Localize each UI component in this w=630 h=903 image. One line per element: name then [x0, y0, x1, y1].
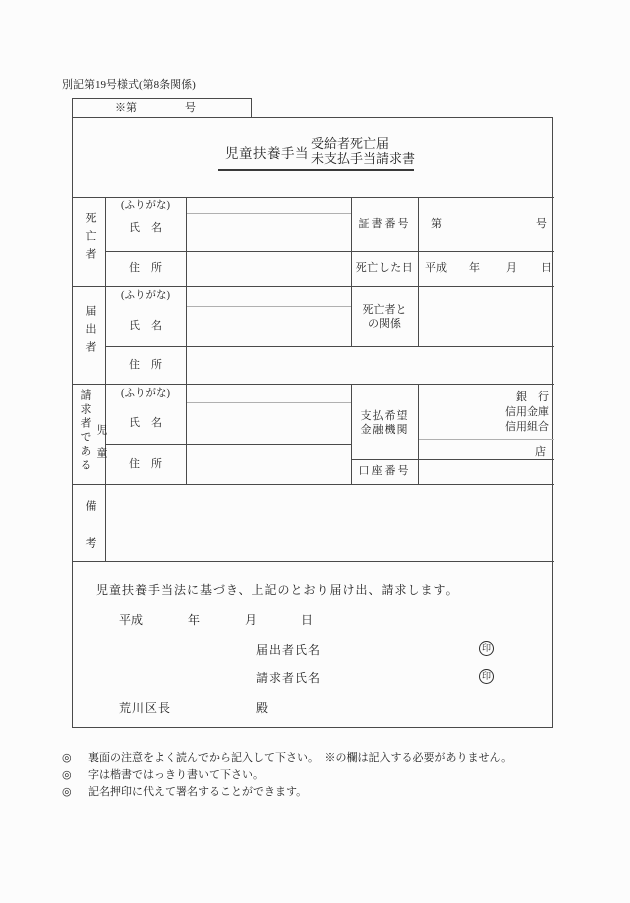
payment-bank-label-line1: 支払希望 — [360, 410, 409, 422]
certificate-number-prefix: 第 — [431, 218, 442, 230]
footnote-marker: ◎ — [62, 769, 72, 781]
deceased-furigana-field[interactable] — [187, 198, 350, 212]
child-address-field[interactable] — [187, 445, 350, 483]
seal-character: 印 — [481, 643, 491, 653]
declaration-statement: 児童扶養手当法に基づき、上記のとおり届け出、請求します。 — [96, 583, 459, 597]
bank-name-field[interactable] — [419, 385, 507, 438]
control-number-box — [72, 98, 252, 117]
notifier-signature-field[interactable] — [325, 639, 473, 657]
account-number-label: 口座番号 — [358, 465, 411, 477]
certificate-number-label: 証書番号 — [358, 218, 411, 230]
deceased-name-field[interactable] — [187, 214, 350, 250]
footnote-row — [62, 751, 592, 765]
deceased-address-label: 住 所 — [129, 262, 162, 274]
deceased-name-label: 氏 名 — [129, 222, 162, 234]
form-id-label: 別記第19号様式(第8条関係) — [62, 79, 196, 91]
notifier-address-field[interactable] — [187, 347, 553, 383]
death-date-month-label: 月 — [506, 262, 517, 274]
claimant-signature-field[interactable] — [325, 667, 473, 685]
child-address-label: 住 所 — [129, 458, 162, 470]
seal-mark-claimant — [479, 669, 494, 684]
grid-line — [73, 561, 554, 562]
footnote-text: 裏面の注意をよく読んでから記入して下さい。 ※の欄は記入する必要がありません。 — [88, 752, 513, 764]
title-underline — [218, 169, 414, 171]
bank-type-union: 信用組合 — [505, 421, 549, 433]
bank-type-shinkin: 信用金庫 — [505, 406, 549, 418]
remarks-section-label: 備考 — [84, 500, 96, 574]
control-number-suffix: 号 — [185, 102, 196, 114]
footnote-row — [62, 785, 592, 799]
death-date-era: 平成 — [425, 262, 447, 274]
branch-suffix-label: 店 — [535, 446, 546, 458]
relation-to-deceased-label — [351, 303, 418, 331]
certificate-number-suffix: 号 — [536, 218, 547, 230]
deceased-furigana-label: (ふりがな) — [121, 200, 170, 211]
death-date-year-label: 年 — [469, 262, 480, 274]
control-number-field[interactable] — [135, 101, 181, 115]
claimant-section-label-line2: 児童 — [95, 424, 107, 470]
form-title-sub1: 受給者死亡届 — [311, 136, 390, 151]
bank-type-bank: 銀 行 — [516, 391, 549, 403]
form-title-main: 児童扶養手当 — [225, 146, 309, 161]
notifier-section-label: 届出者 — [84, 305, 96, 359]
form-title-sub2: 未支払手当請求書 — [311, 151, 416, 166]
claimant-section-label-line1: 請求者である — [79, 389, 91, 473]
child-name-field[interactable] — [187, 403, 350, 443]
declaration-month-label: 月 — [245, 613, 258, 627]
declaration-day-label: 日 — [301, 613, 314, 627]
notifier-furigana-label: (ふりがな) — [121, 290, 170, 301]
form-table — [72, 117, 553, 728]
death-date-day-label: 日 — [541, 262, 552, 274]
child-furigana-label: (ふりがな) — [121, 388, 170, 399]
notifier-furigana-field[interactable] — [187, 287, 350, 305]
footnote-marker: ◎ — [62, 786, 72, 798]
account-number-field[interactable] — [419, 460, 553, 483]
declaration-era: 平成 — [119, 613, 144, 627]
seal-character: 印 — [481, 671, 491, 681]
footnote-marker: ◎ — [62, 752, 72, 764]
deceased-section-label: 死亡者 — [84, 212, 96, 266]
control-number-prefix: ※第 — [115, 102, 137, 114]
child-furigana-field[interactable] — [187, 385, 350, 401]
notifier-name-label: 氏 名 — [129, 320, 162, 332]
footnote-text: 記名押印に代えて署名することができます。 — [88, 786, 308, 798]
addressee-label: 荒川区長 — [119, 701, 172, 715]
relation-field[interactable] — [419, 287, 553, 345]
certificate-number-field[interactable] — [445, 206, 531, 244]
deceased-address-field[interactable] — [187, 252, 350, 285]
footnote-row — [62, 768, 592, 782]
addressee-honorific: 殿 — [256, 701, 269, 715]
claimant-signature-label: 請求者氏名 — [256, 671, 322, 685]
relation-label-line1: 死亡者と — [362, 304, 407, 316]
notifier-address-label: 住 所 — [129, 359, 162, 371]
death-date-label: 死亡した日 — [355, 262, 414, 274]
declaration-date-field[interactable] — [143, 610, 298, 627]
relation-label-line2: の関係 — [368, 318, 401, 330]
footnote-text: 字は楷書ではっきり書いて下さい。 — [88, 769, 264, 781]
branch-name-field[interactable] — [419, 440, 529, 458]
remarks-field[interactable] — [106, 485, 553, 560]
notifier-name-field[interactable] — [187, 307, 350, 345]
notifier-signature-label: 届出者氏名 — [256, 643, 322, 657]
child-name-label: 氏 名 — [129, 417, 162, 429]
declaration-year-label: 年 — [188, 613, 201, 627]
payment-bank-label-line2: 金融機関 — [360, 424, 409, 436]
seal-mark-notifier — [479, 641, 494, 656]
payment-bank-label — [351, 409, 418, 437]
